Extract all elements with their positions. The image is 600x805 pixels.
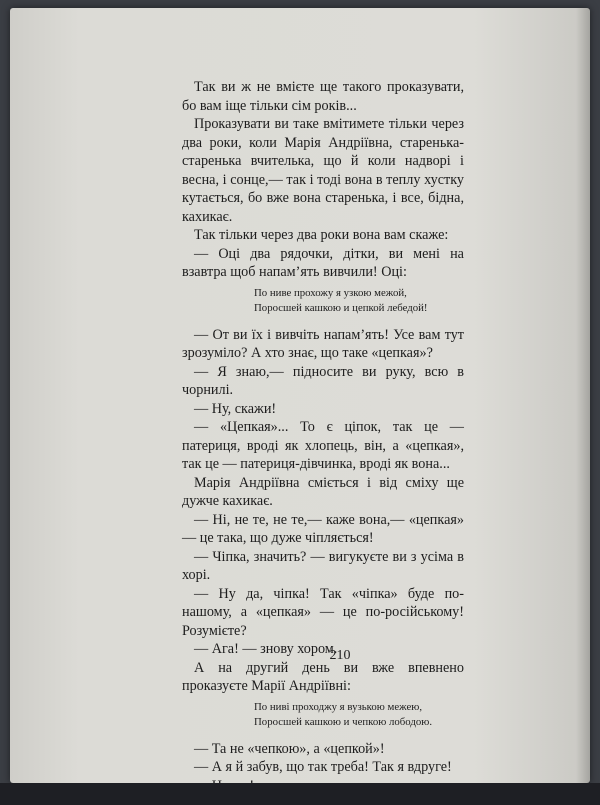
book-page [10, 8, 590, 783]
page-number: 210 [329, 648, 351, 663]
paragraph: — Ну да, чіпка! Так «чіпка» буде по-нашому, а «цепкая» — це по-російському! Розумієте? [182, 585, 464, 639]
paragraph: — Оці два рядочки, дітки, ви мені на взавтра щоб напам’ять вивчили! Оці: [182, 245, 464, 280]
paragraph: — Та не «чепкою», а «цепкой»! [194, 740, 385, 757]
paragraph: Проказувати ви таке вмітимете тільки через два роки, коли Марія Андріївна, старенька-старенька вчителька, що й коли надворі і весна, і сонце,— так і тоді вона в теплу хустку кутається, бо вже вона старенька, і все, бідна, кахикає. [182, 116, 464, 225]
paragraph: — От ви їх і вивчіть напам’ять! Усе вам тут зрозуміло? А хто знає, що таке «цепкая»? [182, 326, 464, 361]
verse-line: Поросшей кашкою и цепкой лебедой! [254, 302, 428, 314]
verse-quote-1 [182, 286, 464, 317]
verse-line: По ниве прохожу я узкою межой, [254, 286, 407, 299]
page-edge-shadow [576, 8, 590, 783]
paragraph: — Ну, скажи! [194, 400, 277, 417]
paragraph: — Я знаю,— підносите ви руку, всю в чорнилі. [182, 363, 464, 398]
verse-line: По ниві проходжу я вузькою межею, [254, 700, 423, 713]
paragraph: Марія Андріївна сміється і від сміху ще дужче кахикає. [182, 474, 464, 509]
paragraph: — Чіпка, значить? — вигукуєте ви з усіма в хорі. [182, 548, 464, 583]
verse-line: Поросшей кашкою и чепкою лободою. [254, 716, 433, 728]
paragraph: — «Цепкая»... То є ціпок, так це — патериця, вроді як хлопець, він, а «цепкая», так це — патериця-дівчинка, вроді як вона... [182, 419, 464, 472]
paragraph: — Ага! — знову хором. [194, 641, 338, 657]
scanner-bottom-strip [0, 783, 600, 805]
paragraph: Так ви ж не вмієте ще такого проказувати, бо вам іще тільки сім років... [182, 79, 464, 114]
paragraph: Так тільки через два роки вона вам скаже: [194, 227, 449, 243]
verse-quote-2 [182, 700, 464, 731]
body-text [182, 78, 464, 795]
paragraph: А на другий день ви вже впевнено проказуєте Марії Андріївні: [182, 659, 464, 694]
paragraph: — Ні, не те, не те,— каже вона,— «цепкая» — це така, що дуже чіпляється! [182, 511, 464, 546]
paragraph: — А я й забув, що так треба! Так я вдруге! [194, 759, 452, 775]
